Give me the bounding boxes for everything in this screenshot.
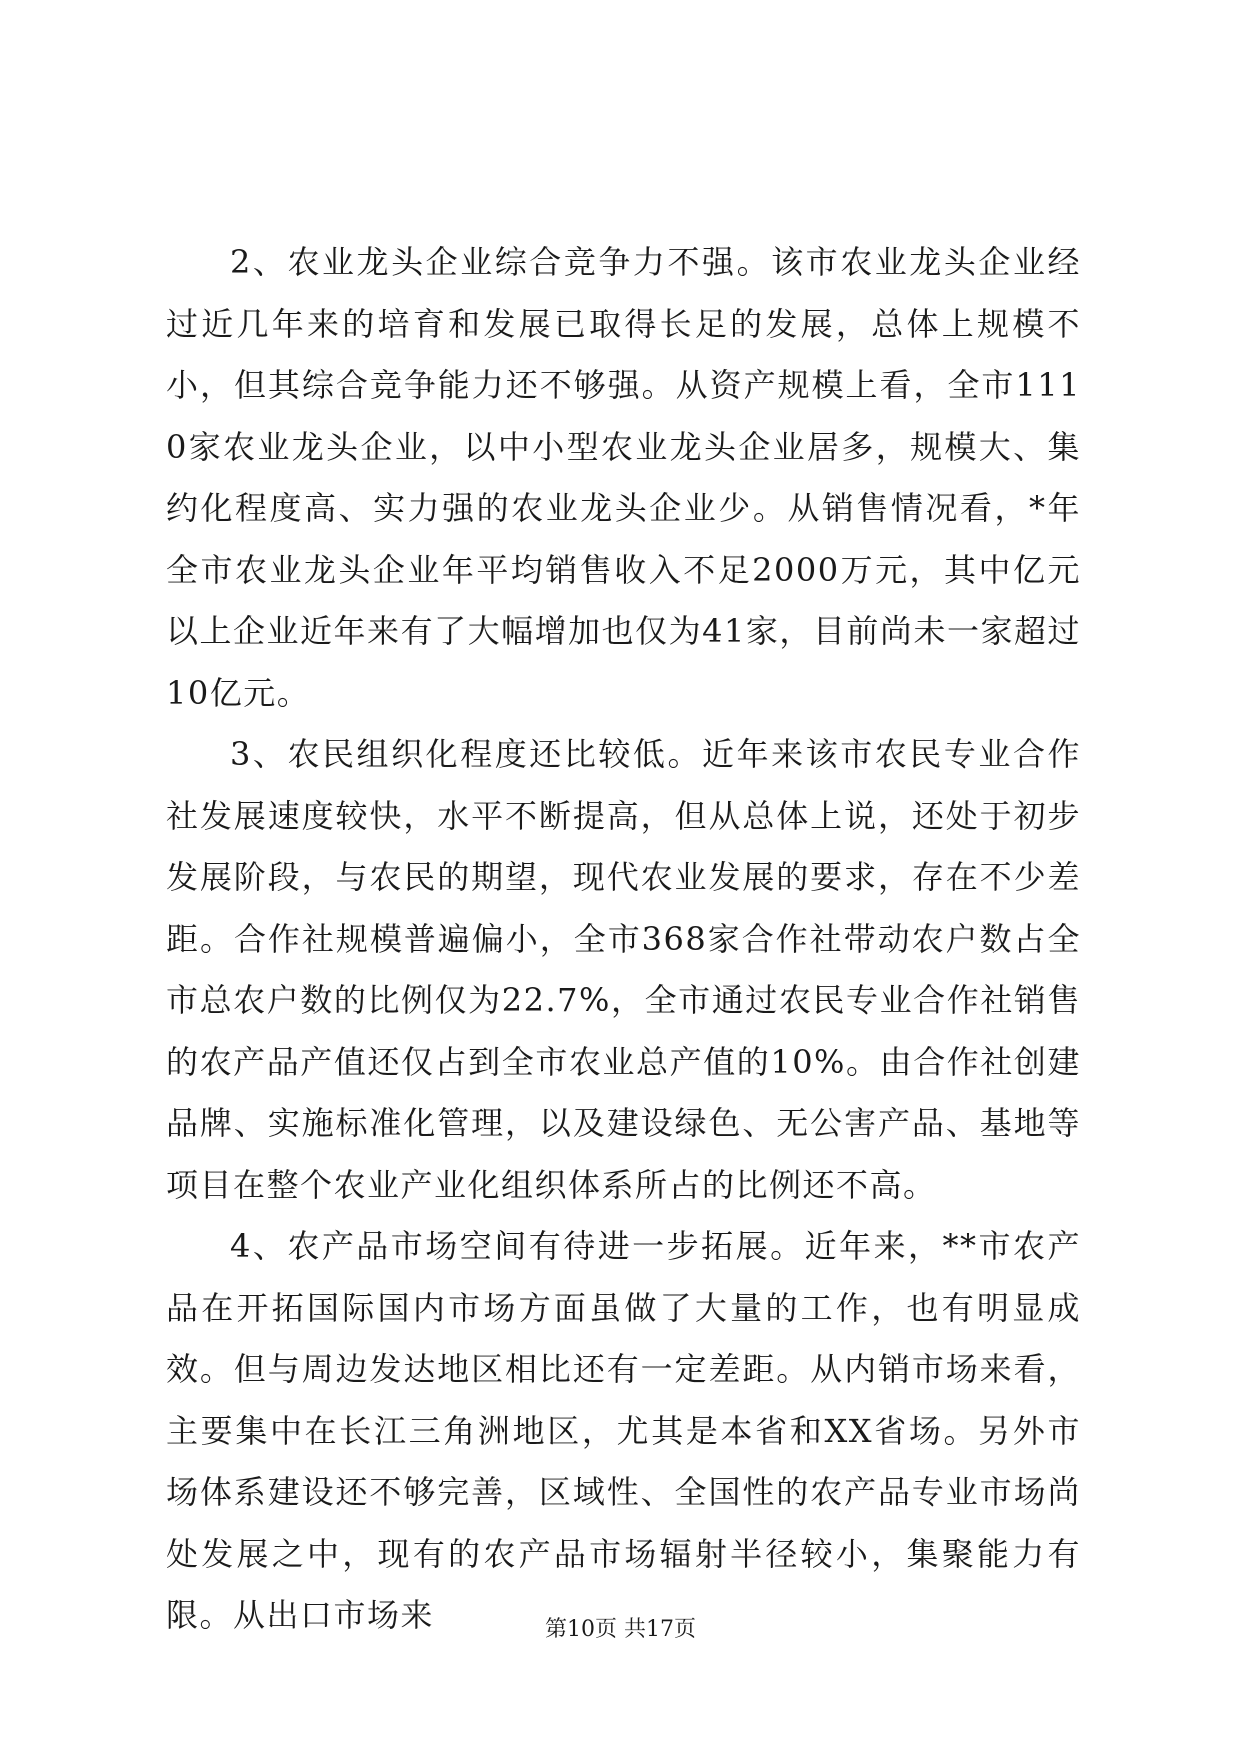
page-number-footer: 第10页 共17页 bbox=[545, 1617, 696, 1642]
paragraph-item-2: 2、农业龙头企业综合竞争力不强。该市农业龙头企业经过近几年来的培育和发展已取得长足的发展，总体上规模不小，但其综合竞争能力还不够强。从资产规模上看，全市1110家农业龙头企业，以中小型农业龙头企业居多，规模大、集约化程度高、实力强的农业龙头企业少。从销售情况看，*年全市农业龙头企业年平均销售收入不足2000万元，其中亿元以上企业近年来有了大幅增加也仅为41家，目前尚未一家超过10亿元。 bbox=[166, 243, 1081, 712]
paragraph-item-3: 3、农民组织化程度还比较低。近年来该市农民专业合作社发展速度较快，水平不断提高，但从总体上说，还处于初步发展阶段，与农民的期望，现代农业发展的要求，存在不少差距。合作社规模普遍偏小，全市368家合作社带动农户数占全市总农户数的比例仅为22.7%，全市通过农民专业合作社销售的农产品产值还仅占到全市农业总产值的10%。由合作社创建品牌、实施标准化管理，以及建设绿色、无公害产品、基地等项目在整个农业产业化组织体系所占的比例还不高。 bbox=[166, 735, 1081, 1204]
paragraph-item-4: 4、农产品市场空间有待进一步拓展。近年来，**市农产品在开拓国际国内市场方面虽做了大量的工作，也有明显成效。但与周边发达地区相比还有一定差距。从内销市场来看，主要集中在长江三角洲地区，尤其是本省和XX省场。另外市场体系建设还不够完善，区域性、全国性的农产品专业市场尚处发展之中，现有的农产品市场辐射半径较小，集聚能力有限。从出口市场来 bbox=[166, 1227, 1081, 1634]
document-body bbox=[166, 232, 1081, 1647]
